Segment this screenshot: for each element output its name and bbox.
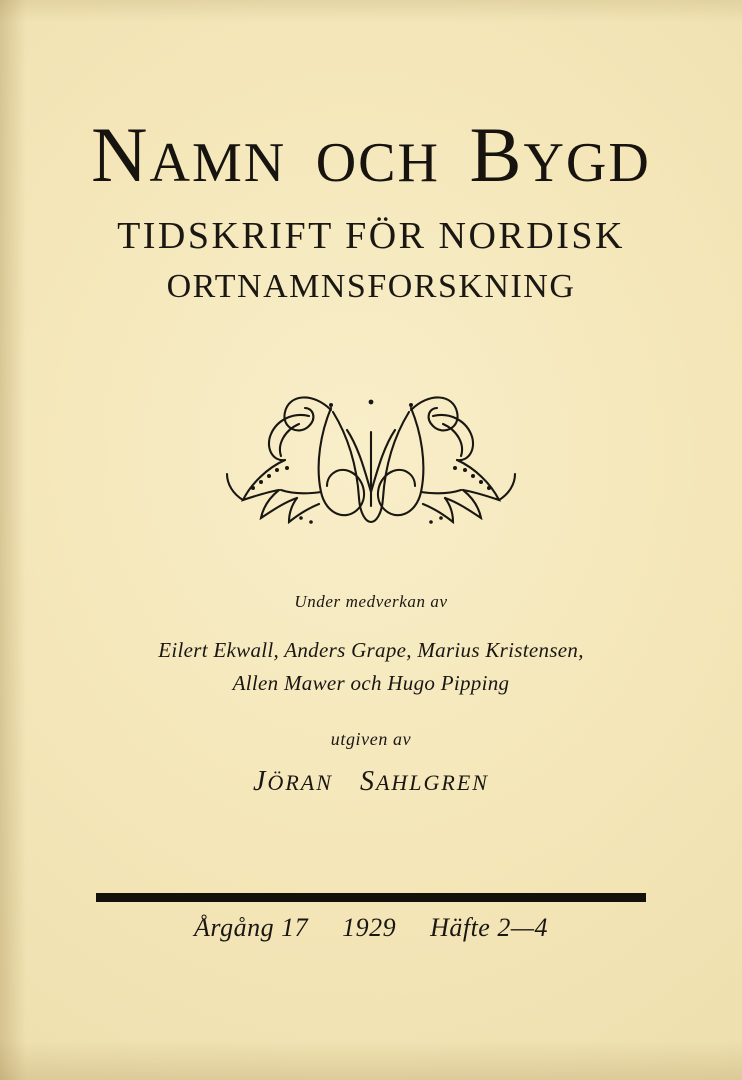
journal-subtitle-line-2: ORTNAMNSFORSKNING [166,268,576,306]
journal-title-word-1-rest: AMN [149,132,287,194]
issue-line [0,913,742,943]
editor-first-initial: J [253,766,268,798]
volume-label: Årgång 17 [194,913,309,942]
contributors [0,634,742,699]
journal-title-word-3-initial: B [469,111,524,198]
journal-title [0,111,742,198]
under-medverkan-label: Under medverkan av [294,592,448,611]
year-label: 1929 [342,913,397,942]
editor-name [0,766,742,798]
credits-block [0,592,742,798]
journal-subtitle-line-1: TIDSKRIFT FÖR NORDISK [117,215,625,258]
journal-title-word-1 [91,111,286,198]
journal-title-word-2-initial: O [315,132,359,194]
editor-last-initial: S [359,766,376,798]
journal-title-word-2-rest: CH [358,132,440,194]
part-label: Häfte 2—4 [430,913,548,942]
contributors-line-1: Eilert Ekwall, Anders Grape, Marius Kristensen, [158,638,584,662]
masthead [0,111,742,306]
editor-last-rest: AHLGREN [375,770,489,796]
floral-monogram-ornament [181,372,561,542]
journal-title-word-1-initial: N [91,111,150,198]
journal-title-word-3 [469,111,650,198]
journal-title-word-3-rest: YGD [523,132,651,194]
horizontal-rule [96,893,646,902]
contributors-line-2: Allen Mawer och Hugo Pipping [232,670,510,695]
published-by-label: utgiven av [330,729,412,750]
editor-first-rest: ÖRAN [267,770,333,796]
journal-title-word-2 [316,111,440,198]
